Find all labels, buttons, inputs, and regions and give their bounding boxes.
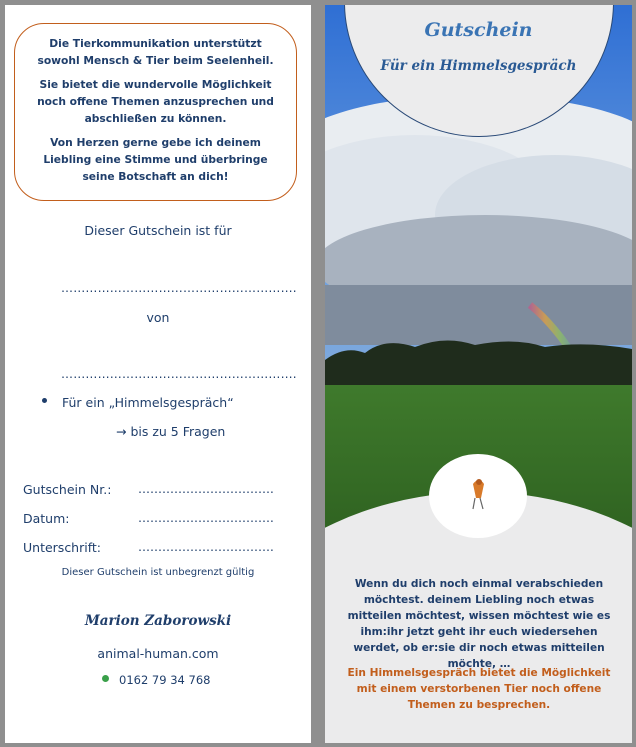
bullet-icon <box>42 398 47 403</box>
sender-dotted-line: …………………………………………………. <box>61 367 297 381</box>
voucher-title: Gutschein <box>424 19 533 41</box>
validity-note: Dieser Gutschein ist unbegrenzt gültig <box>61 567 255 578</box>
voucher-back-panel <box>5 5 311 743</box>
dog-logo-icon <box>429 454 527 538</box>
date-label: Datum: <box>23 511 70 526</box>
intro-text-1: Die Tierkommunikation unterstützt sowohl Mensch & Tier beim Seelenheil. <box>37 37 274 67</box>
voucher-number-dots: ……………………………. <box>138 482 274 496</box>
phone-icon <box>102 675 109 682</box>
date-dots: ……………………………. <box>138 511 274 525</box>
voucher-front-panel <box>325 5 632 743</box>
recipient-dotted-line: …………………………………………………. <box>61 281 297 295</box>
questions-note: → bis zu 5 Fragen <box>116 424 226 439</box>
intro-text-2: Sie bietet die wundervolle Möglichkeit noch offene Themen anzusprechen und abschließen zu können. <box>37 78 274 125</box>
signature-dots: ……………………………. <box>138 540 274 554</box>
recipient-label: Dieser Gutschein ist für <box>84 223 232 238</box>
voucher-number-label: Gutschein Nr.: <box>23 482 112 497</box>
logo-circle <box>429 454 527 538</box>
description-text: Ein Himmelsgespräch bietet die Möglichkeit mit einem verstorbenen Tier noch offene Themen zu besprechen. <box>347 667 611 711</box>
intro-text-3: Von Herzen gerne gebe ich deinem Liebling eine Stimme und überbringe seine Botschaft an dich! <box>43 136 268 183</box>
signature-label: Unterschrift: <box>23 540 102 555</box>
from-label: von <box>146 310 170 325</box>
author-name: Marion Zaborowski <box>84 613 232 629</box>
voucher-subtitle: Für ein Himmelsgespräch <box>380 58 577 74</box>
phone-number: 0162 79 34 768 <box>119 673 211 687</box>
farewell-text: Wenn du dich noch einmal verabschieden möchtest. deinem Liebling noch etwas mitteilen möchtest, wissen möchtest wie es ihm:ihr jetzt geht ihr euch wiedersehen werdet, ob er:sie dir noch etwas mitteilen möchte, … <box>347 578 611 670</box>
website-text: animal-human.com <box>97 646 219 661</box>
service-bullet-text: Für ein „Himmelsgespräch“ <box>62 395 234 410</box>
intro-box <box>14 23 297 201</box>
